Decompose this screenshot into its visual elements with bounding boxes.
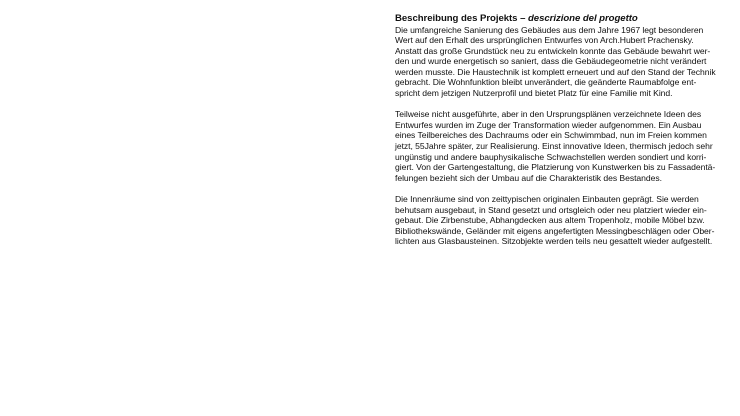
text-line: Bibliothekswände, Geländer mit eigens angefertigten Messingbeschlägen oder Ober- [395, 225, 715, 236]
text-line: lichten aus Glasbausteinen. Sitzobjekte werden teils neu gesattelt wieder aufgestellt. [395, 236, 713, 247]
text-line: giert. Von der Gartengestaltung, die Platzierung von Kunstwerken bis zu Fassadentä- [395, 162, 716, 173]
text-line: Die Innenräume sind von zeittypischen originalen Einbauten geprägt. Sie werden [395, 194, 699, 204]
text-line: werden musste. Die Haustechnik ist komplett erneuert und auf den Stand der Technik [395, 66, 716, 77]
text-line: eines Teilbereiches des Dachraums oder ein Schwimmbad, nun im Freien kommen [395, 130, 707, 141]
text-line: jetzt, 55Jahre später, zur Realisierung. Einst innovative Ideen, thermisch jedoch sehr [395, 141, 713, 152]
text-line: felungen bezieht sich der Umbau auf die Charakteristik des Bestandes. [395, 172, 662, 183]
heading-italian: descrizione del progetto [528, 13, 638, 24]
text-line: Anstatt das große Grundstück neu zu entwickeln konnte das Gebäude bewahrt wer- [395, 45, 711, 56]
text-line: Entwurfes wurden im Zuge der Transformation wieder aufgenommen. Ein Ausbau [395, 119, 702, 130]
section-heading [395, 13, 735, 24]
text-line: spricht dem jetzigen Nutzerprofil und bietet Platz für eine Familie mit Kind. [395, 88, 673, 99]
heading-separator: – [520, 13, 526, 24]
cropped-text-line [395, 0, 515, 2]
text-line: den und wurde energetisch so saniert, dass die Gebäudegeometrie nicht verändert [395, 56, 707, 67]
text-line: gebracht. Die Wohnfunktion bleibt unverändert, die geänderte Raumabfolge ent- [395, 77, 697, 88]
text-line: Die umfangreiche Sanierung des Gebäudes aus dem Jahre 1967 legt besonderen [395, 24, 704, 35]
text-line: behutsam ausgebaut, in Stand gesetzt und ortsgleich oder neu platziert wieder ein- [395, 204, 707, 215]
paragraph-renovation [395, 25, 735, 99]
paragraph-interiors [395, 194, 735, 247]
text-line: Wert auf den Erhalt des ursprünglichen Entwurfes von Arch.Hubert Prachensky. [395, 35, 694, 46]
paragraph-transformation [395, 109, 735, 183]
text-line: Teilweise nicht ausgeführte, aber in den Ursprungsplänen verzeichnete Ideen des [395, 109, 702, 120]
text-line: ungünstig und andere bauphysikalische Schwachstellen werden sondiert und korri- [395, 151, 707, 162]
project-description [395, 13, 735, 258]
heading-german: Beschreibung des Projekts [395, 13, 518, 24]
text-line: gebaut. Die Zirbenstube, Abhangdecken aus altem Tropenholz, mobile Möbel bzw. [395, 215, 705, 226]
